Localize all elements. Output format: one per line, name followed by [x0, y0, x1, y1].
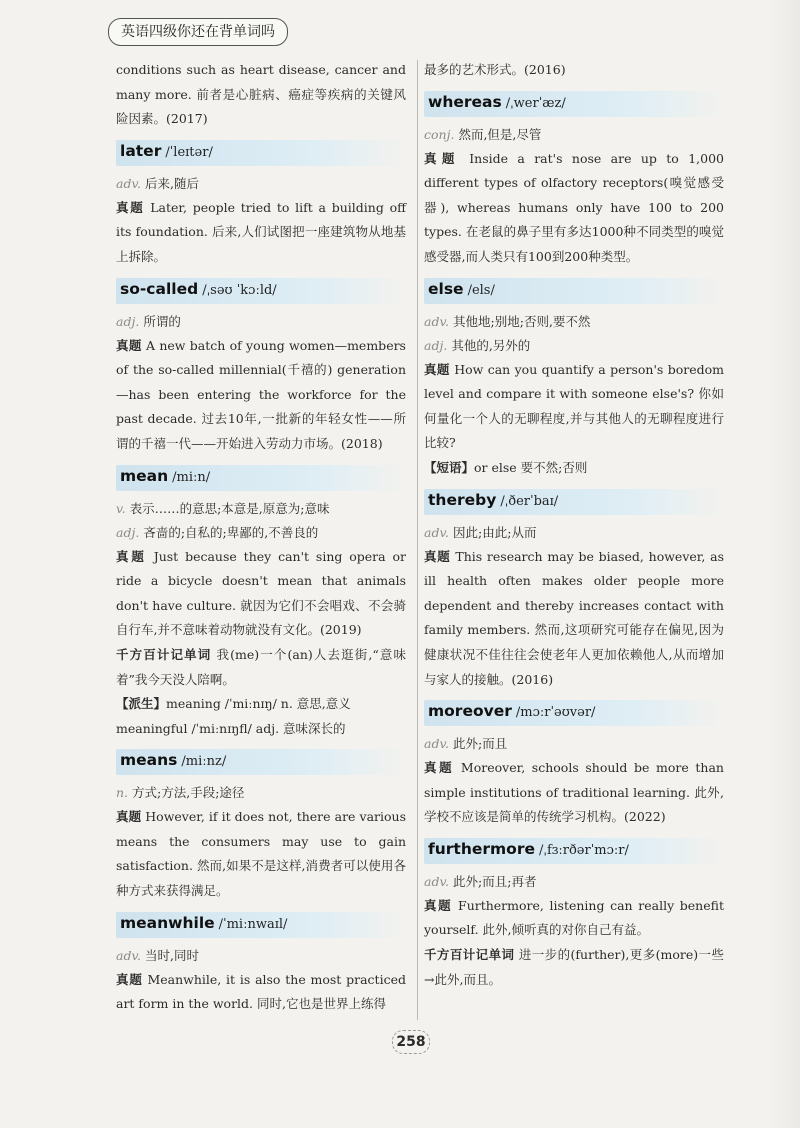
headword: else /els/ — [428, 279, 495, 298]
headword: thereby /ˌðerˈbaɪ/ — [428, 490, 559, 509]
entry-whereas — [424, 91, 724, 270]
part-of-speech: adj. 吝啬的;自私的;卑鄙的,不善良的 — [116, 524, 319, 540]
example-sentence: 真题 A new batch of young women—members of the so-called millennial(千禧的) generation—has been entering the workforce for the past decade. 过去10年,一批新的年轻女性——所谓的千禧一代——开始进入劳动力市场。(2018) — [116, 337, 406, 451]
entry-else — [424, 278, 724, 481]
part-of-speech: adv. 因此;由此;从而 — [424, 524, 537, 540]
phonetic: /ˌwerˈæz/ — [505, 95, 566, 111]
headword: so-called /ˌsəʊ ˈkɔːld/ — [120, 279, 277, 298]
example-label: 真题 — [116, 971, 143, 987]
example-sentence: 真题 Moreover, schools should be more than simple institutions of traditional learning. 此外,学校不应该是简单的传统学习机构。(2022) — [424, 760, 724, 825]
part-of-speech: adv. 其他地;别地;否则,要不然 — [424, 313, 591, 329]
phonetic: /els/ — [467, 282, 495, 298]
memory-tip-label: 千方百计记单词 — [424, 947, 515, 963]
example-label: 真题 — [424, 150, 460, 166]
phonetic: /miːnz/ — [181, 754, 227, 770]
headword-bar — [424, 91, 724, 117]
page-edge-shadow — [770, 0, 800, 1128]
phonetic: /ˌfɜːrðərˈmɔːr/ — [538, 842, 629, 858]
headword: meanwhile /ˈmiːnwaɪl/ — [120, 913, 288, 932]
part-of-speech: adv. 当时,同时 — [116, 947, 199, 963]
phonetic: /mɔːrˈəʊvər/ — [515, 705, 596, 721]
example-sentence: 真题 Meanwhile, it is also the most practiced art form in the world. 同时,它也是世界上练得 — [116, 971, 406, 1012]
headword: whereas /ˌwerˈæz/ — [428, 92, 566, 111]
part-of-speech: adj. 其他的,另外的 — [424, 337, 531, 353]
part-of-speech: conj. 然而,但是,尽管 — [424, 126, 542, 142]
phrase: 【短语】or else 要不然;否则 — [424, 459, 588, 475]
continued-text: 最多的艺术形式。(2016) — [424, 62, 566, 77]
headword-bar — [116, 278, 406, 304]
entry-moreover — [424, 700, 724, 830]
headword: mean /miːn/ — [120, 466, 211, 485]
part-of-speech: v. 表示……的意思;本意是,原意为;意味 — [116, 500, 330, 516]
phonetic: /miːn/ — [172, 469, 211, 485]
derivatives: meaningful /ˈmiːnɪŋfl/ adj. 意味深长的 — [116, 720, 346, 736]
headword-bar — [424, 278, 724, 304]
part-of-speech: adv. 后来,随后 — [116, 175, 199, 191]
example-label: 真题 — [424, 361, 450, 377]
column-divider — [417, 60, 418, 1020]
entry-mean — [116, 465, 406, 742]
headword-bar — [116, 140, 406, 166]
part-of-speech: adv. 此外;而且;再者 — [424, 873, 537, 889]
entry-means — [116, 749, 406, 903]
phonetic: /ˌsəʊ ˈkɔːld/ — [202, 282, 277, 298]
headword-bar — [116, 465, 406, 491]
headword-bar — [116, 749, 406, 775]
example-label: 真题 — [116, 809, 142, 825]
headword: later /ˈleɪtər/ — [120, 141, 213, 160]
phonetic: /ˌðerˈbaɪ/ — [500, 493, 559, 509]
example-label: 真题 — [424, 760, 455, 776]
example-sentence: 真题 How can you quantify a person's boredom level and compare it with someone else's? 你如何量化一个人的无聊程度,并与其他人的无聊程度进行比较? — [424, 361, 724, 451]
part-of-speech: adv. 此外;而且 — [424, 736, 508, 752]
left-column — [116, 58, 406, 1017]
derivatives: 【派生】meaning /ˈmiːnɪŋ/ n. 意思,意义 — [116, 696, 351, 712]
headword-bar — [424, 838, 724, 864]
example-sentence: 真题 However, if it does not, there are various means the consumers may use to gain satisfaction. 然而,如果不是这样,消费者可以使用各种方式来获得满足。 — [116, 809, 406, 899]
headword-bar — [424, 700, 724, 726]
part-of-speech: n. 方式;方法,手段;途径 — [116, 785, 245, 801]
example-sentence: 真题 This research may be biased, however, as ill health often makes older people more dependent and thereby increases contact with family members. 然而,这项研究可能存在偏见,因为健康状况不佳往往会使老年人更加依赖他人,从而增加与家人的接触。(2016) — [424, 548, 724, 687]
headword-bar — [116, 912, 406, 938]
memory-tip-label: 千方百计记单词 — [116, 646, 212, 662]
example-label: 真题 — [116, 337, 142, 353]
phrase-label: 【短语】 — [424, 459, 475, 475]
memory-tip: 千方百计记单词 我(me)一个(an)人去逛街,“意味着”我今天没人陪啊。 — [116, 646, 406, 687]
example-label: 真题 — [116, 199, 145, 215]
entry-meanwhile — [116, 912, 406, 1017]
example-sentence: 真题 Later, people tried to lift a building off its foundation. 后来,人们试图把一座建筑物从地基上拆除。 — [116, 199, 406, 264]
entry-thereby — [424, 489, 724, 693]
example-sentence: 真题 Just because they can't sing opera or ride a bicycle doesn't mean that animals don't have culture. 就因为它们不会唱戏、不会骑自行车,并不意味着动物就没有文化。(2019) — [116, 548, 406, 638]
entry-later — [116, 140, 406, 270]
entry-so-called — [116, 278, 406, 457]
phonetic: /ˈleɪtər/ — [165, 144, 213, 160]
phonetic: /ˈmiːnwaɪl/ — [218, 916, 288, 932]
entry-furthermore — [424, 838, 724, 992]
book-title-tab: 英语四级你还在背单词吗 — [108, 18, 288, 46]
headword-bar — [424, 489, 724, 515]
example-sentence: 真题 Furthermore, listening can really benefit yourself. 此外,倾听真的对你自己有益。 — [424, 897, 724, 938]
part-of-speech: adj. 所谓的 — [116, 313, 181, 329]
example-label: 真题 — [424, 548, 451, 564]
example-label: 真题 — [424, 897, 453, 913]
right-column — [424, 58, 724, 992]
memory-tip: 千方百计记单词 进一步的(further),更多(more)一些→此外,而且。 — [424, 947, 724, 987]
headword: moreover /mɔːrˈəʊvər/ — [428, 702, 596, 721]
headword: means /miːnz/ — [120, 751, 227, 770]
headword: furthermore /ˌfɜːrðərˈmɔːr/ — [428, 839, 629, 858]
example-label: 真题 — [116, 548, 147, 564]
example-sentence: 真题 Inside a rat's nose are up to 1,000 different types of olfactory receptors(嗅觉感受器), whereas humans only have 100 to 200 types. 在老鼠的鼻子里有多达1000种不同类型的嗅觉感受器,而人类只有100到200种类型。 — [424, 150, 724, 264]
derive-label: 【派生】 — [116, 696, 167, 712]
continued-text: conditions such as heart disease, cancer and many more. 前者是心脏病、癌症等疾病的关键风险因素。(2017) — [116, 62, 406, 127]
page-number: 258 — [392, 1030, 430, 1054]
